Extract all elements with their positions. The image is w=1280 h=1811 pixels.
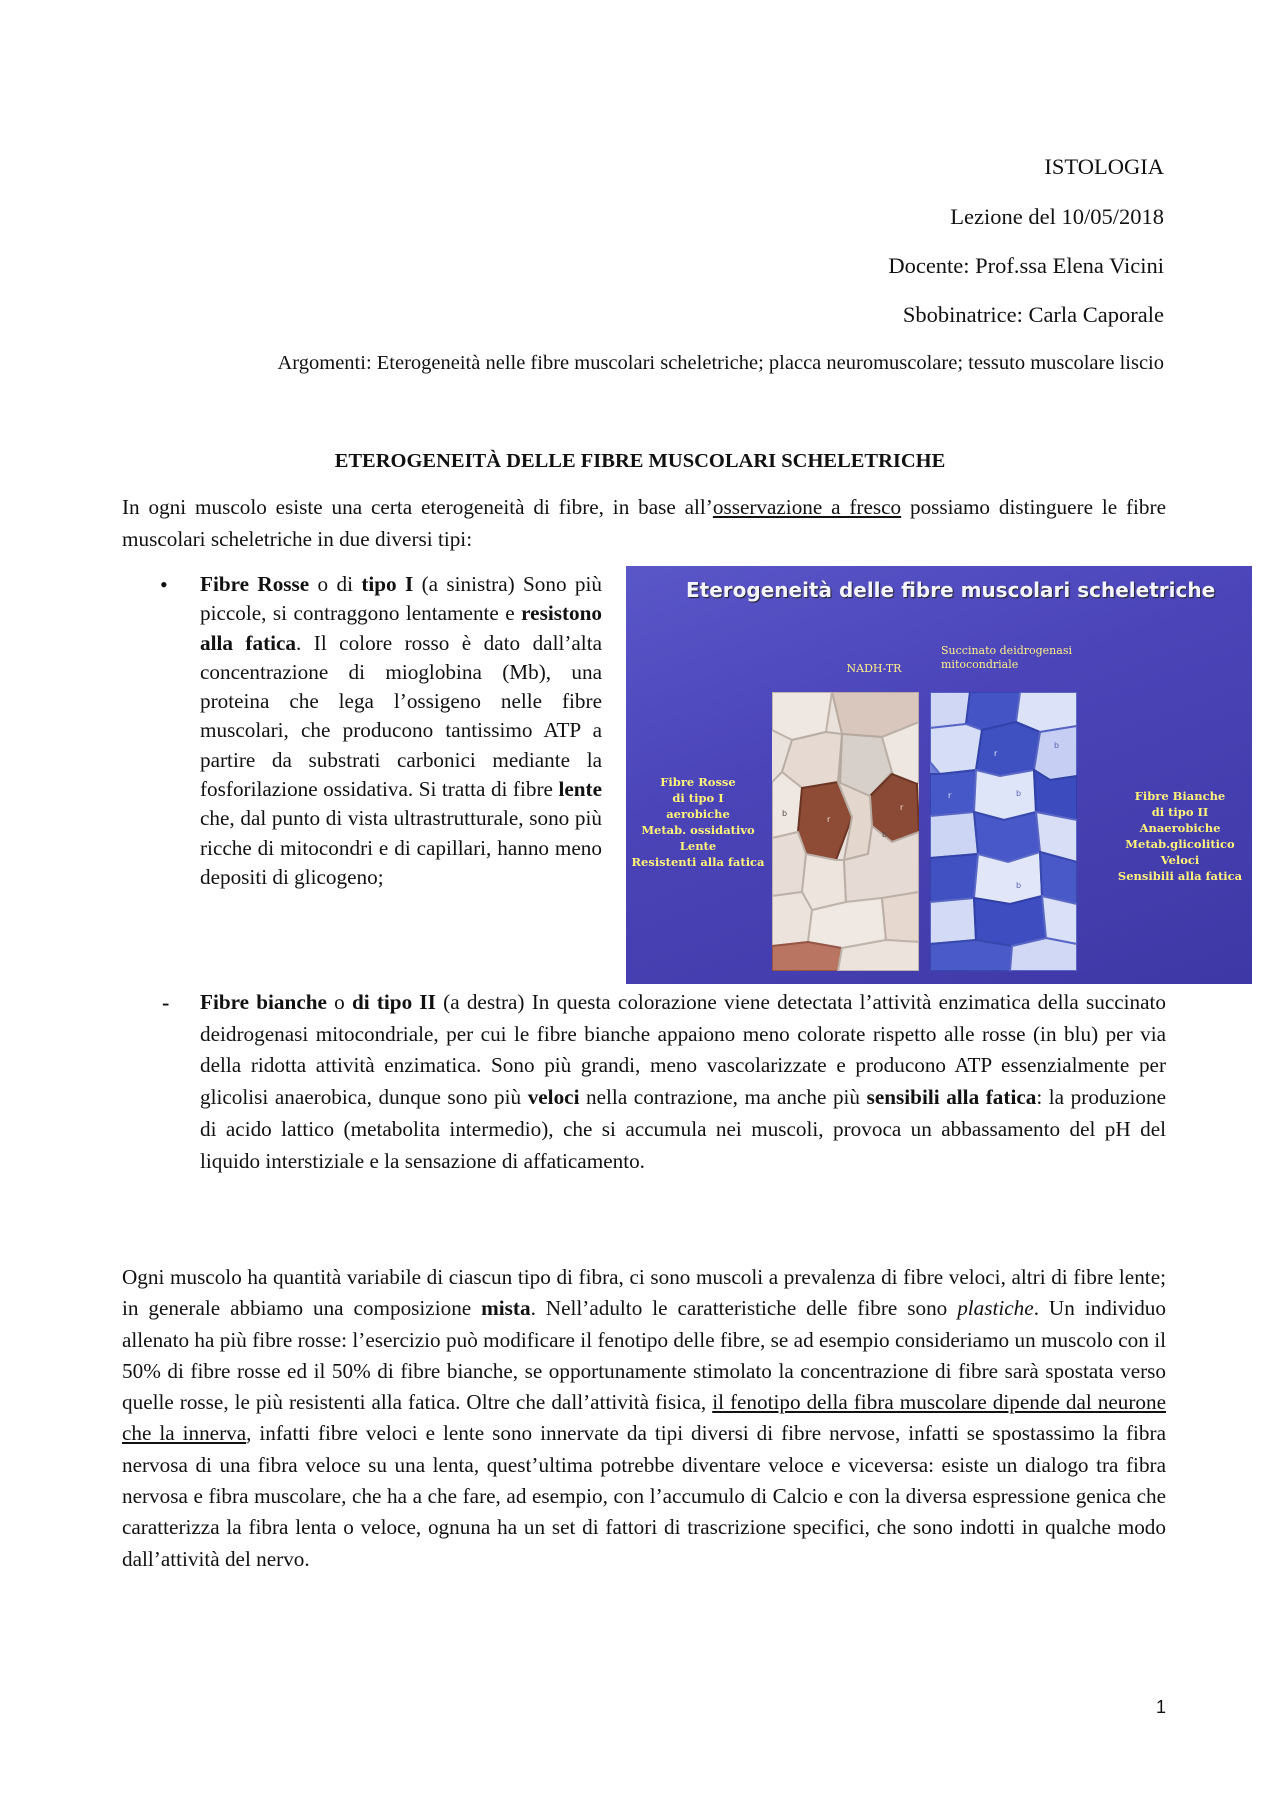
svg-text:r: r: [827, 815, 831, 824]
sdh-micrograph: [930, 692, 1077, 971]
svg-text:b: b: [1054, 741, 1060, 750]
transcriber: Sbobinatrice: Carla Caporale: [902, 302, 1164, 327]
bullet-icon: •: [160, 572, 168, 597]
red-fibers-item: Fibre Rosse o di tipo I (a sinistra) Sono più piccole, si contraggono lentamente e resistono alla fatica. Il colore rosso è dato dall’alta concentrazione di mioglobina (Mb), una proteina che lega l’ossigeno nelle fibre muscolari, che producono tantissimo ATP a partire da substrati carbonici mediante la fosforilazione ossidativa. Si tratta di fibre lente che, dal punto di vista ultrastrutturale, sono più ricche di mitocondri e di capillari, hanno meno depositi di glicogeno;: [200, 572, 603, 889]
svg-text:r: r: [948, 791, 952, 800]
page-number: 1: [1155, 1697, 1166, 1717]
svg-text:b: b: [1016, 881, 1022, 890]
white-fibers-item: Fibre bianche o di tipo II (a destra) In questa colorazione viene detectata l’attività enzimatica della succinato deidrogenasi mitocondriale, per cui le fibre bianche appaiono meno colorate rispetto alle rosse (in blu) per via della ridotta attività enzimatica. Sono più grandi, meno vascolarizzate e producono ATP essenzialmente per glicolisi anaerobica, dunque sono più veloci nella contrazione, ma anche più sensibili alla fatica: la produzione di acido lattico (metabolita intermedio), che si accumula nei muscoli, provoca un abbassamento del pH del liquido interstiziale e la sensazione di affaticamento.: [200, 990, 1166, 1173]
svg-text:b: b: [1016, 789, 1022, 798]
figure-title: Eterogeneità delle fibre muscolari scheletriche: [686, 578, 1216, 602]
svg-text:b: b: [882, 830, 888, 839]
section-title: ETEROGENEITÀ DELLE FIBRE MUSCOLARI SCHELETRICHE: [334, 450, 946, 472]
muscle-fiber-figure: [626, 566, 1252, 984]
course-title: ISTOLOGIA: [1044, 154, 1164, 179]
right-fiber-caption: Fibre Bianche di tipo II Anaerobiche Metab.glicolitico Veloci Sensibili alla fatica: [1117, 789, 1243, 883]
teacher: Docente: Prof.ssa Elena Vicini: [888, 253, 1164, 278]
underlined-text: il fenotipo della fibra muscolare dipende dal neurone che la innerva: [122, 1390, 1167, 1446]
svg-text:r: r: [900, 803, 904, 812]
topics: Argomenti: Eterogeneità nelle fibre muscolari scheletriche; placca neuromuscolare; tessuto muscolare liscio: [277, 352, 1164, 374]
right-stain-label: Succinato deidrogenasi mitocondriale: [941, 644, 1072, 671]
svg-text:r: r: [994, 749, 998, 758]
dash-icon: -: [162, 990, 170, 1015]
svg-text:b: b: [782, 809, 788, 818]
nadh-micrograph: [772, 692, 919, 971]
lesson-date: Lezione del 10/05/2018: [950, 204, 1164, 229]
left-fiber-caption: Fibre Rosse di tipo I aerobiche Metab. ossidativo Lente Resistenti alla fatica: [631, 775, 765, 869]
left-stain-label: NADH-TR: [846, 662, 902, 675]
underlined-text: osservazione a fresco: [712, 495, 902, 519]
intro-paragraph: In ogni muscolo esiste una certa eterogeneità di fibre, in base all’osservazione a fresco possiamo distinguere le fibre muscolari scheletriche in due diversi tipi:: [122, 495, 1166, 551]
body-paragraph: Ogni muscolo ha quantità variabile di ciascun tipo di fibra, ci sono muscoli a prevalenza di fibre veloci, altri di fibre lente; in generale abbiamo una composizione mista. Nell’adulto le caratteristiche delle fibre sono plastiche. Un individuo allenato ha più fibre rosse: l’esercizio può modificare il fenotipo delle fibre, se ad esempio consideriamo un muscolo con il 50% di fibre rosse ed il 50% di fibre bianche, se opportunamente stimolato la concentrazione di fibre sarà spostata verso quelle rosse, le più resistenti alla fatica. Oltre che dall’attività fisica, il fenotipo della fibra muscolare dipende dal neurone che la innerva, infatti fibre veloci e lente sono innervate da tipi diversi di fibre nervose, infatti se spostassimo la fibra nervosa di una fibra veloce su una lenta, quest’ultima potrebbe diventare veloce e viceversa: esiste un dialogo tra fibra nervosa e fibra muscolare, che ha a che fare, ad esempio, con l’accumulo di Calcio e con la diversa espressione genica che caratterizza la fibra lenta o veloce, ognuna ha un set di fattori di trascrizione specifici, che sono indotti in qualche modo dall’attività del nervo.: [122, 1265, 1167, 1571]
